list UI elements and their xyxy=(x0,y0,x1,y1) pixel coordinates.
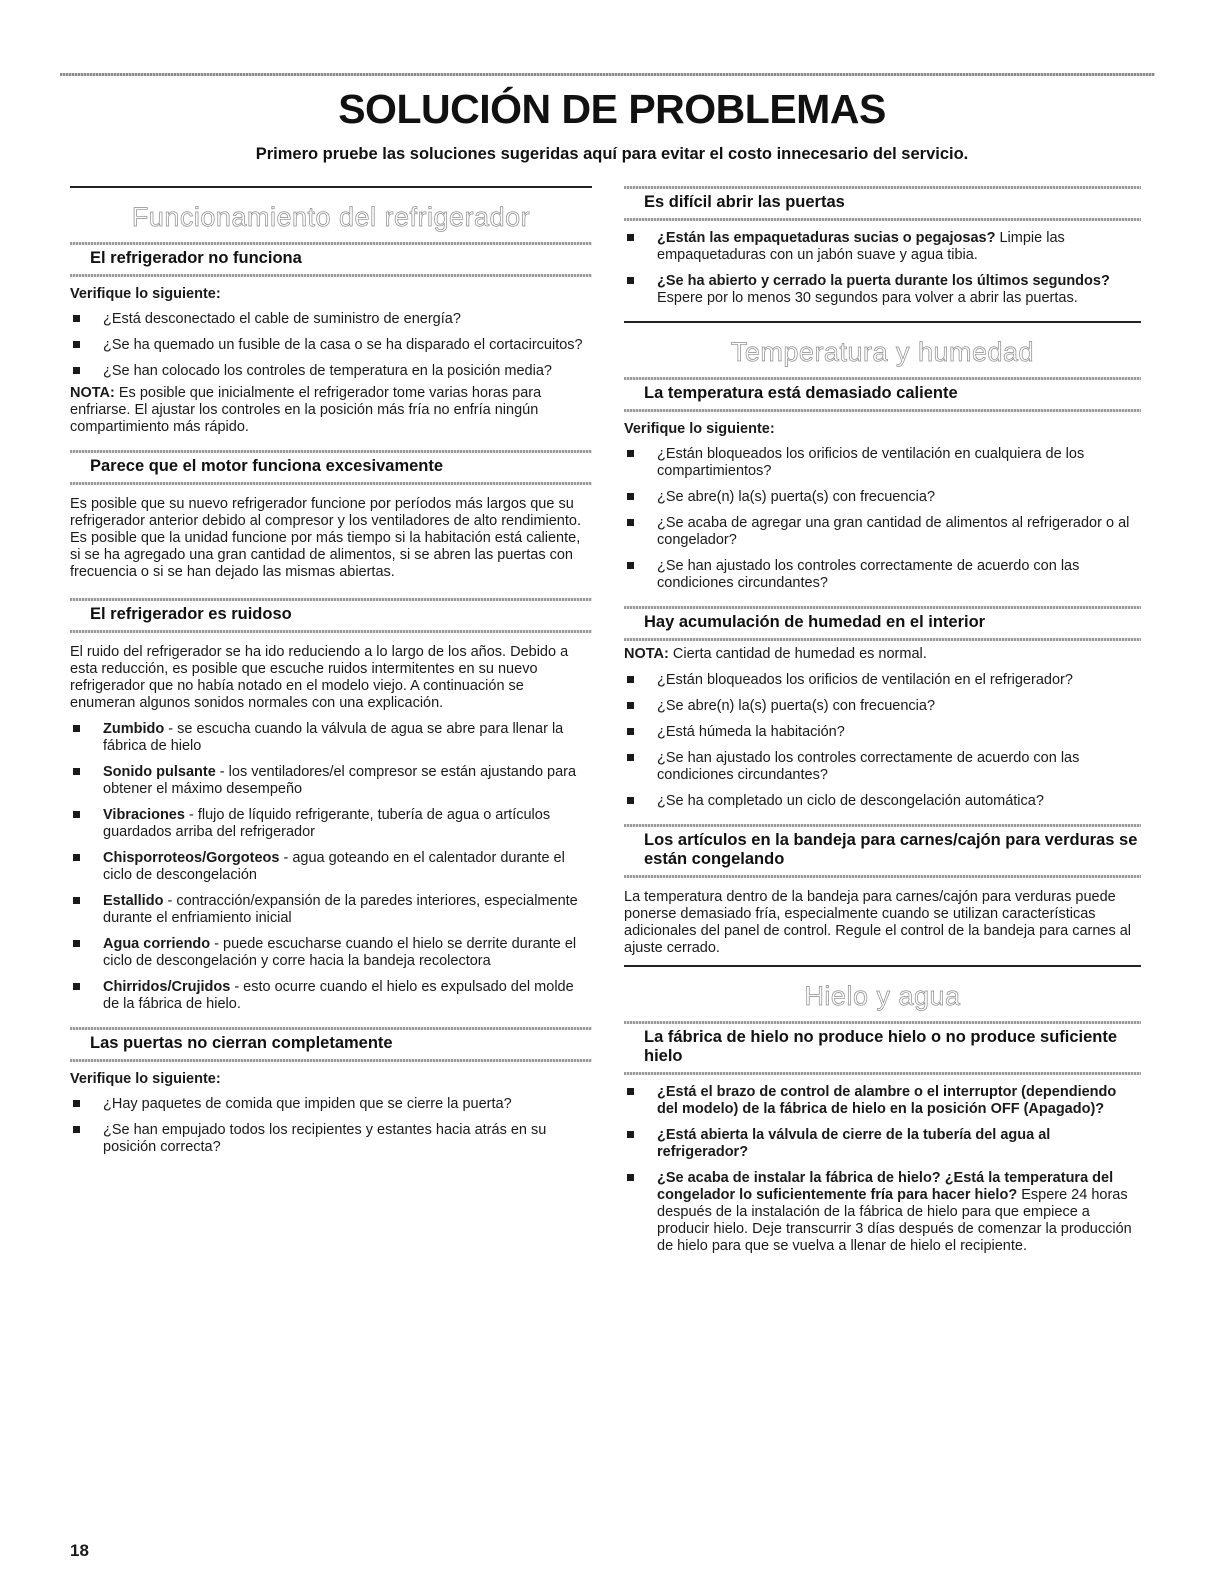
paragraph: El ruido del refrigerador se ha ido reduciendo a lo largo de los años. Debido a esta reducción, es posible que escuche ruidos intermitentes en su nuevo refrigerador que no había notado en el modelo viejo. A continuación se enumeran algunos sonidos normales con una explicación. xyxy=(70,644,569,711)
list-item: ¿Está abierta la válvula de cierre de la tubería del agua al refrigerador? xyxy=(624,1127,1141,1161)
list-item: ¿Se han ajustado los controles correctamente de acuerdo con las condiciones circundantes? xyxy=(624,558,1141,592)
top-rule xyxy=(60,73,1155,76)
right-column xyxy=(624,186,1141,1255)
hatch-rule xyxy=(70,630,592,633)
section-heading-ice: Hielo y agua xyxy=(804,981,961,1011)
problem-title: Parece que el motor funciona excesivamente xyxy=(90,457,444,475)
list-item: ¿Se abre(n) la(s) puerta(s) con frecuencia? xyxy=(624,698,1141,715)
list-item: ¿Se ha completado un ciclo de descongelación automática? xyxy=(624,793,1141,810)
problem-title: La temperatura está demasiado caliente xyxy=(644,384,958,402)
problem-title: Las puertas no cierran completamente xyxy=(90,1034,393,1052)
list-item: Chirridos/Crujidos - esto ocurre cuando el hielo es expulsado del molde de la fábrica de hielo. xyxy=(70,979,592,1013)
problem-title: Hay acumulación de humedad en el interior xyxy=(644,613,986,631)
note-label: NOTA: xyxy=(624,646,669,662)
page-number: 18 xyxy=(70,1541,89,1560)
page-subtitle: Primero pruebe las soluciones sugeridas aquí para evitar el costo innecesario del servicio. xyxy=(255,145,969,163)
section-heading-temperature: Temperatura y humedad xyxy=(730,337,1035,367)
checklist xyxy=(624,230,1141,307)
list-item: ¿Se han ajustado los controles correctamente de acuerdo con las condiciones circundantes? xyxy=(624,750,1141,784)
hatch-rule xyxy=(624,638,1141,641)
list-item: Agua corriendo - puede escucharse cuando el hielo se derrite durante el ciclo de descongelación y corre hacia la bandeja recolectora xyxy=(70,936,592,970)
page-title: SOLUCIÓN DE PROBLEMAS xyxy=(338,86,886,132)
list-item: ¿Están las empaquetaduras sucias o pegajosas? Limpie las empaquetaduras con un jabón suave y agua tibia. xyxy=(624,230,1141,264)
list-item: Vibraciones - flujo de líquido refrigerante, tubería de agua o artículos guardados arriba del refrigerador xyxy=(70,807,592,841)
list-item: ¿Se ha abierto y cerrado la puerta durante los últimos segundos? Espere por lo menos 30 segundos para volver a abrir las puertas. xyxy=(624,273,1141,307)
paragraph: La temperatura dentro de la bandeja para carnes/cajón para verduras puede ponerse demasiado fría, especialmente cuando se utilizan características adicionales del panel de control. Regule el control de la bandeja para carnes al ajuste cerrado. xyxy=(624,889,1132,956)
verify-label: Verifique lo siguiente: xyxy=(70,1071,221,1087)
list-item: Chisporroteos/Gorgoteos - agua goteando en el calentador durante el ciclo de descongelación xyxy=(70,850,592,884)
list-item: ¿Se han colocado los controles de temperatura en la posición media? xyxy=(70,363,592,380)
hatch-rule xyxy=(624,1072,1141,1075)
list-item: ¿Se acaba de agregar una gran cantidad de alimentos al refrigerador o al congelador? xyxy=(624,515,1141,549)
list-item: ¿Están bloqueados los orificios de ventilación en cualquiera de los compartimientos? xyxy=(624,446,1141,480)
list-item: ¿Están bloqueados los orificios de ventilación en el refrigerador? xyxy=(624,672,1141,689)
list-item: ¿Está desconectado el cable de suministro de energía? xyxy=(70,311,592,328)
section-heading-operation: Funcionamiento del refrigerador xyxy=(131,202,531,232)
hatch-rule xyxy=(624,218,1141,221)
list-item: ¿Está húmeda la habitación? xyxy=(624,724,1141,741)
problem-title: Los artículos en la bandeja para carnes/cajón para verduras se están congelando xyxy=(644,831,1138,868)
checklist xyxy=(624,672,1141,810)
hatch-rule xyxy=(70,274,592,277)
list-item: ¿Se ha quemado un fusible de la casa o se ha disparado el cortacircuitos? xyxy=(70,337,592,354)
list-item: ¿Está el brazo de control de alambre o el interruptor (dependiendo del modelo) de la fábrica de hielo en la posición OFF (Apagado)? xyxy=(624,1084,1141,1118)
problem-title: Es difícil abrir las puertas xyxy=(644,193,845,211)
left-column xyxy=(70,186,592,1156)
checklist xyxy=(70,1096,592,1156)
list-item: ¿Se abre(n) la(s) puerta(s) con frecuencia? xyxy=(624,489,1141,506)
problem-title: El refrigerador no funciona xyxy=(90,249,302,267)
verify-label: Verifique lo siguiente: xyxy=(70,286,221,302)
list-item: ¿Se han empujado todos los recipientes y estantes hacia atrás en su posición correcta? xyxy=(70,1122,592,1156)
list-item: Estallido - contracción/expansión de la paredes interiores, especialmente durante el enfriamiento inicial xyxy=(70,893,592,927)
problem-title: La fábrica de hielo no produce hielo o no produce suficiente hielo xyxy=(644,1028,1118,1065)
note xyxy=(624,646,1141,663)
note-label: NOTA: xyxy=(70,385,115,401)
hatch-rule xyxy=(70,1059,592,1062)
verify-label: Verifique lo siguiente: xyxy=(624,421,775,437)
checklist xyxy=(624,1084,1141,1255)
list-item: ¿Hay paquetes de comida que impiden que se cierre la puerta? xyxy=(70,1096,592,1113)
hatch-rule xyxy=(624,409,1141,412)
hatch-rule xyxy=(624,875,1141,878)
note-text: Es posible que inicialmente el refrigerador tome varias horas para enfriarse. El ajustar los controles en la posición más fría no enfría ningún compartimiento más rápido. xyxy=(70,385,542,435)
note-text: Cierta cantidad de humedad es normal. xyxy=(668,646,927,662)
problem-title: El refrigerador es ruidoso xyxy=(90,605,292,623)
note xyxy=(70,385,592,436)
checklist xyxy=(624,446,1141,592)
list-item: Sonido pulsante - los ventiladores/el compresor se están ajustando para obtener el máximo desempeño xyxy=(70,764,592,798)
sound-list xyxy=(70,721,592,1013)
checklist xyxy=(70,311,592,380)
hatch-rule xyxy=(70,482,592,485)
paragraph: Es posible que su nuevo refrigerador funcione por períodos más largos que su refrigerador anterior debido al compresor y los ventiladores de alto rendimiento. Es posible que la unidad funcione por más tiempo si la habitación está caliente, si se ha agregado una gran cantidad de alimentos, si se abren las puertas con frecuencia o si se han dejado las mismas abiertas. xyxy=(70,496,581,580)
list-item: ¿Se acaba de instalar la fábrica de hielo? ¿Está la temperatura del congelador lo suficientemente fría para hacer hielo? Espere 24 horas después de la instalación de la fábrica de hielo para que empiece a producir hielo. Deje transcurrir 3 días después de comenzar la producción de hielo para que se vuelva a llenar de hielo el recipiente. xyxy=(624,1170,1141,1255)
list-item: Zumbido - se escucha cuando la válvula de agua se abre para llenar la fábrica de hielo xyxy=(70,721,592,755)
